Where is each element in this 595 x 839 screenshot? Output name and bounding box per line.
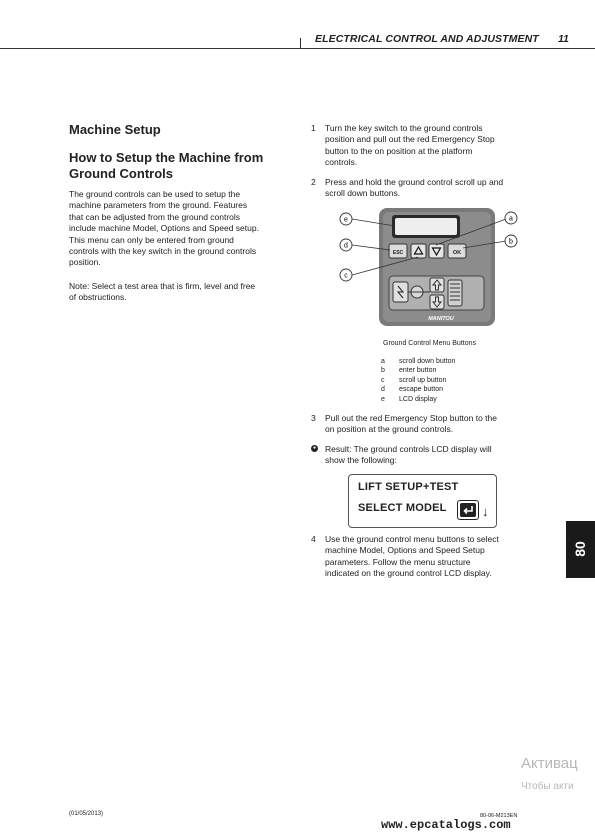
heading-machine-setup: Machine Setup xyxy=(69,122,161,137)
step-line: on position at the ground controls. xyxy=(325,424,454,435)
legend-item xyxy=(381,366,455,375)
step-line: Press and hold the ground control scroll up and xyxy=(325,177,504,187)
ok-label: OK xyxy=(452,250,462,256)
legend-item xyxy=(381,385,455,394)
legend-item xyxy=(381,376,455,385)
legend-key: d xyxy=(381,386,385,394)
header-rule xyxy=(0,48,595,49)
footer-date: (01/05/2013) xyxy=(69,811,104,817)
header-tick xyxy=(300,38,301,48)
footer-url: www.epcatalogs.com xyxy=(381,818,511,832)
section-title: ELECTRICAL CONTROL AND ADJUSTMENT xyxy=(315,33,539,45)
paragraph-line: position. xyxy=(69,257,101,268)
step-line: indicated on the ground control LCD display. xyxy=(325,568,492,579)
activation-watermark-sub: Чтобы акти xyxy=(521,781,574,792)
legend-key: b xyxy=(381,367,385,375)
footer-doc-code: 80-06-M213EN xyxy=(480,813,518,819)
subheading-line: Ground Controls xyxy=(69,166,173,181)
callout-label-d: d xyxy=(344,242,348,250)
lcd-line-1: LIFT SETUP+TEST xyxy=(358,481,459,493)
step-number: 3 xyxy=(311,413,316,423)
paragraph-line: include machine Model, Options and Speed setup. xyxy=(69,223,259,234)
callout-label-e: e xyxy=(344,216,348,224)
paragraph-line: This menu can only be entered from ground xyxy=(69,234,234,245)
legend-text: escape button xyxy=(399,386,443,394)
legend-key: a xyxy=(381,358,385,365)
paragraph-line: machine parameters from the ground. Features xyxy=(69,200,248,211)
figure-caption: Ground Control Menu Buttons xyxy=(383,340,476,347)
note-paragraph xyxy=(69,281,297,304)
step-line: machine Model, Options and Speed Setup xyxy=(325,545,485,556)
activation-watermark: Активац xyxy=(521,755,578,772)
step-line: scroll down buttons. xyxy=(325,188,401,199)
callout-label-b: b xyxy=(509,238,513,246)
down-arrow-icon: ↓ xyxy=(482,504,489,519)
step-number: 4 xyxy=(311,534,316,544)
result-line: show the following: xyxy=(325,455,397,466)
step-line: controls. xyxy=(325,157,358,168)
step-line: Turn the key switch to the ground controls xyxy=(325,123,483,133)
legend-text: enter button xyxy=(399,367,437,375)
paragraph-line: The ground controls can be used to setup the xyxy=(69,189,241,199)
paragraph-line: that can be adjusted from the ground controls xyxy=(69,211,241,222)
legend-item xyxy=(381,357,455,366)
legend-key: c xyxy=(381,376,385,384)
section-tab-label: 80 xyxy=(571,541,588,557)
subheading-line: How to Setup the Machine from xyxy=(69,150,264,165)
callout-label-a: a xyxy=(509,215,513,223)
callout-label-c: c xyxy=(344,272,348,280)
lcd-display-illustration xyxy=(348,474,497,528)
step-line: button to the on position at the platform xyxy=(325,145,473,156)
paragraph-line: Note: Select a test area that is firm, level and free xyxy=(69,281,256,291)
legend-text: LCD display xyxy=(399,395,437,403)
result-line: Result: The ground controls LCD display will xyxy=(325,444,492,454)
section-tab xyxy=(566,521,595,578)
step-line: Pull out the red Emergency Stop button to the xyxy=(325,413,497,423)
legend-key: e xyxy=(381,395,385,403)
paragraph-line: controls with the key switch in the ground controls xyxy=(69,246,257,257)
legend-item xyxy=(381,395,455,404)
page-number: 11 xyxy=(558,33,569,45)
step-line: Use the ground control menu buttons to select xyxy=(325,534,499,544)
escape-label: ESC xyxy=(392,250,404,256)
legend-text: scroll up button xyxy=(399,376,447,384)
brand-logo: MANITOU xyxy=(428,316,454,322)
enter-key-icon xyxy=(457,500,479,520)
subheading-how-to-setup xyxy=(69,150,299,182)
lcd-screen xyxy=(395,218,457,235)
lcd-line-2: SELECT MODEL xyxy=(358,502,447,514)
step-line: parameters. Follow the menu structure xyxy=(325,556,471,567)
step-line: position and pull out the red Emergency Stop xyxy=(325,134,495,145)
step-number: 2 xyxy=(311,177,316,187)
ground-control-panel-diagram xyxy=(335,206,535,330)
paragraph-line: of obstructions. xyxy=(69,292,127,303)
legend-text: scroll down button xyxy=(399,358,456,365)
intro-paragraph xyxy=(69,189,297,269)
step-number: 1 xyxy=(311,123,316,133)
figure-legend xyxy=(381,357,455,404)
result-bullet-icon: ● xyxy=(312,445,317,451)
